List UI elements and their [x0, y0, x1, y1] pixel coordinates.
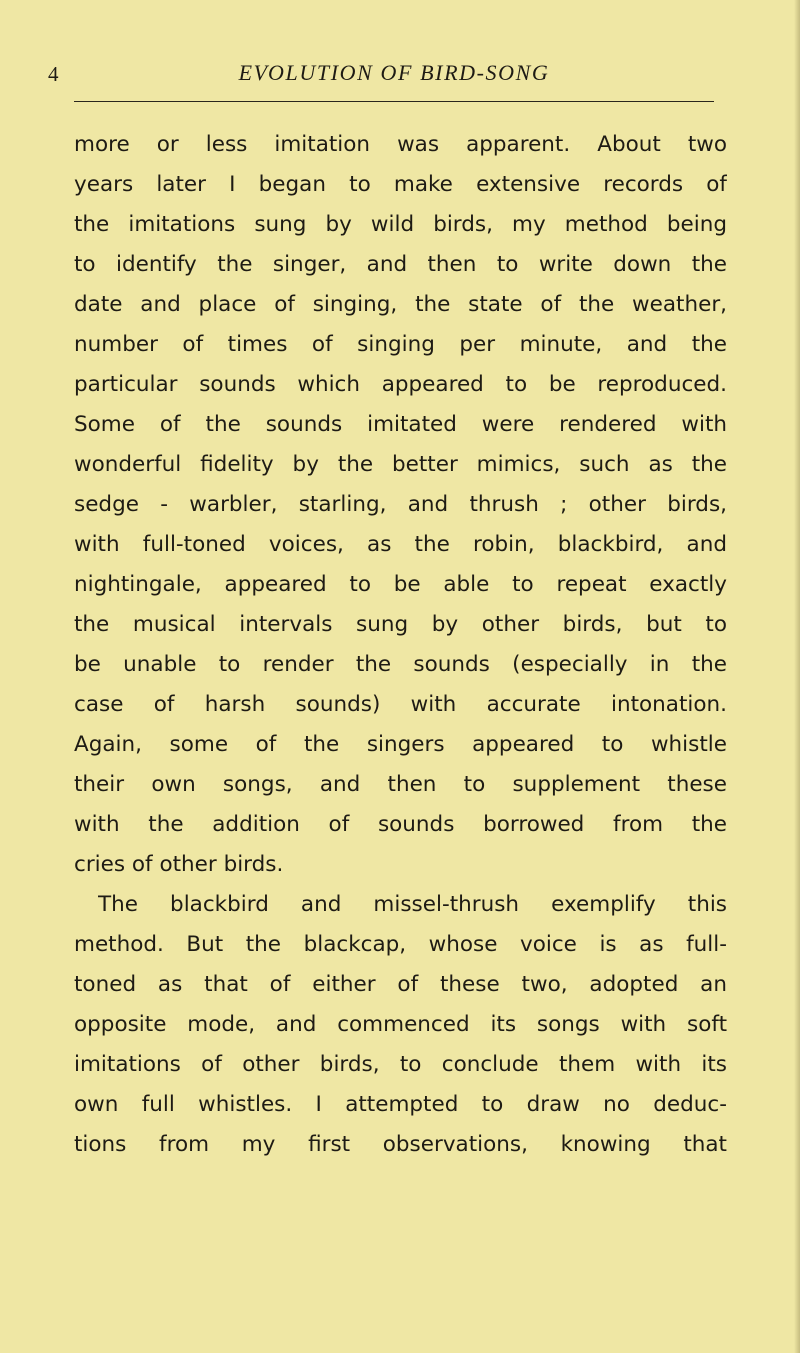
text-line: with full-toned voices, as the robin, blackbird, and	[74, 532, 727, 557]
text-line: the imitations sung by wild birds, my method being	[74, 212, 727, 237]
text-line: with the addition of sounds borrowed from the	[74, 812, 727, 837]
text-line: Again, some of the singers appeared to whistle	[74, 732, 727, 757]
text-line: particular sounds which appeared to be reproduced.	[74, 372, 727, 397]
header-rule	[74, 101, 714, 102]
text-line: to identify the singer, and then to write down the	[74, 252, 727, 277]
text-line: sedge - warbler, starling, and thrush ; other birds,	[74, 492, 727, 517]
text-line: the musical intervals sung by other birds, but to	[74, 612, 727, 637]
text-line: be unable to render the sounds (especially in the	[74, 652, 727, 677]
text-line: years later I began to make extensive records of	[74, 172, 727, 197]
text-line: tions from my first observations, knowing that	[74, 1132, 727, 1157]
page-number: 4	[48, 62, 59, 86]
running-title: EVOLUTION OF BIRD-SONG	[238, 60, 550, 85]
text-line: Some of the sounds imitated were rendered with	[74, 412, 727, 437]
text-line: their own songs, and then to supplement these	[74, 772, 727, 797]
text-line: nightingale, appeared to be able to repeat exactly	[74, 572, 727, 597]
text-line: method. But the blackcap, whose voice is as full-	[74, 932, 727, 957]
text-line: date and place of singing, the state of the weather,	[74, 292, 727, 317]
text-line: The blackbird and missel-thrush exemplify this	[98, 892, 727, 917]
text-line: cries of other birds.	[74, 852, 284, 877]
text-line: own full whistles. I attempted to draw no deduc-	[74, 1092, 727, 1117]
text-line: opposite mode, and commenced its songs with soft	[74, 1012, 727, 1037]
text-line: case of harsh sounds) with accurate intonation.	[74, 692, 727, 717]
text-line: number of times of singing per minute, and the	[74, 332, 727, 357]
text-line: more or less imitation was apparent. About two	[74, 132, 727, 157]
text-line: imitations of other birds, to conclude them with its	[74, 1052, 727, 1077]
text-line: wonderful fidelity by the better mimics, such as the	[74, 452, 727, 477]
page-edge-shadow	[794, 0, 800, 1353]
text-line: toned as that of either of these two, adopted an	[74, 972, 727, 997]
